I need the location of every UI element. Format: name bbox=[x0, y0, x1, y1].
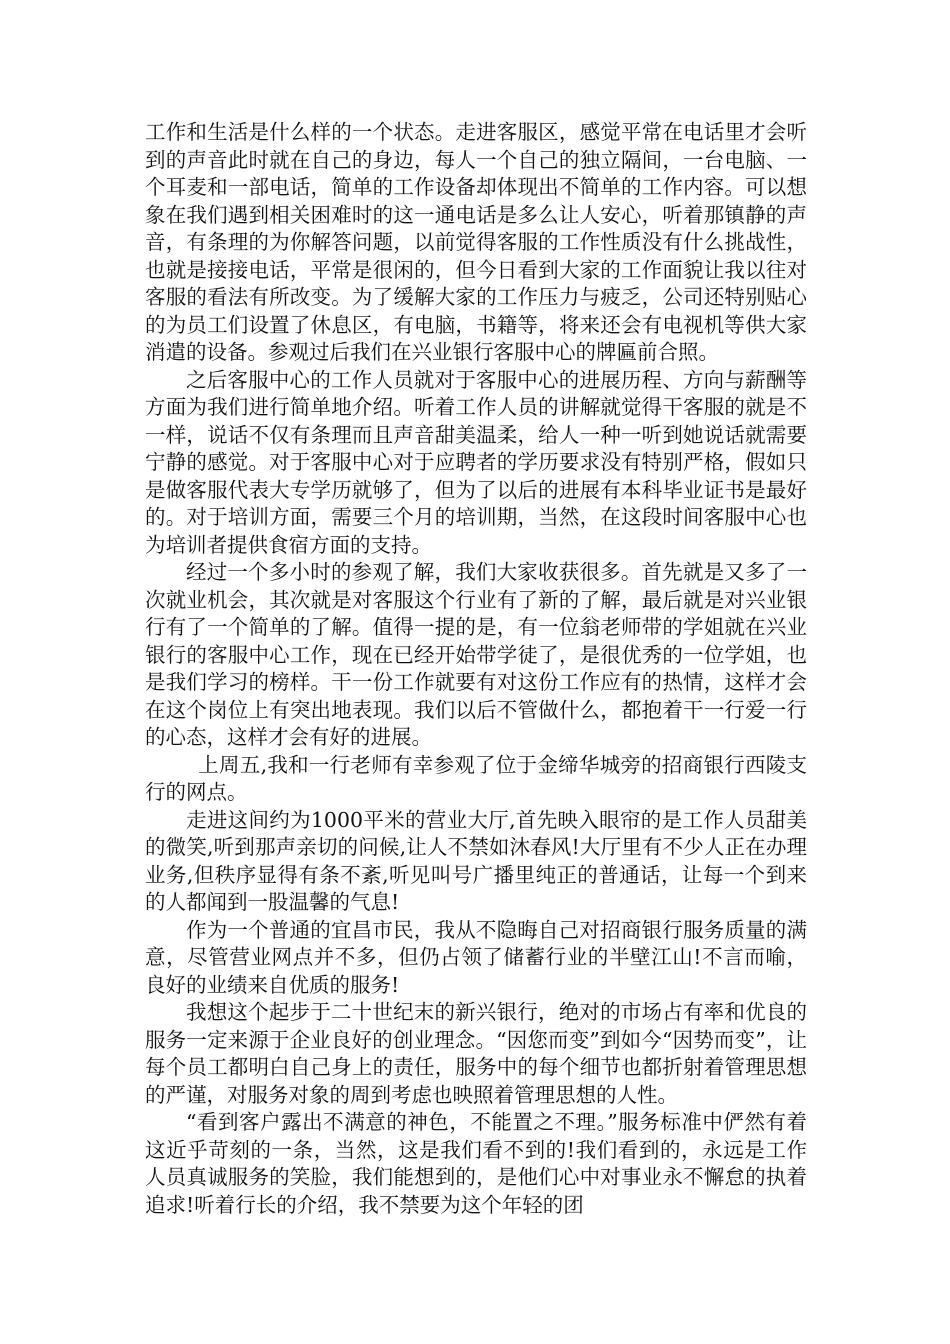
paragraph-2: 之后客服中心的工作人员就对于客服中心的进展历程、方向与薪酬等方面为我们进行简单地介绍。听着工作人员的讲解就觉得干客服的就是不一样，说话不仅有条理而且声音甜美温柔，给人一种一听到她说话就需要宁静的感觉。对于客服中心对于应聘者的学历要求没有特别严格，假如只是做客服代表大专学历就够了，但为了以后的进展有本科毕业证书是最好的。对于培训方面，需要三个月的培训期，当然，在这段时间客服中心也为培训者提供食宿方面的支持。 bbox=[145, 367, 807, 557]
paragraph-5: 走进这间约为1000平米的营业大厅,首先映入眼帘的是工作人员甜美的微笑,听到那声亲切的问候,让人不禁如沐春风!大厅里有不少人正在办理业务,但秩序显得有条不紊,听见叫号广播里纯正的普通话，让每一个到来的人都闻到一股温馨的气息! bbox=[145, 807, 807, 914]
paragraph-7: 我想这个起步于二十世纪末的新兴银行，绝对的市场占有率和优良的服务一定来源于企业良好的创业理念。“因您而变”到如今“因势而变”，让每个员工都明白自己身上的责任，服务中的每个细节也都折射着管理思想的严谨，对服务对象的周到考虑也映照着管理思想的人性。 bbox=[145, 1000, 807, 1107]
paragraph-3: 经过一个多小时的参观了解，我们大家收获很多。首先就是又多了一次就业机会，其次就是对客服这个行业有了新的了解，最后就是对兴业银行有了一个简单的了解。值得一提的是，有一位翁老师带的学姐就在兴业银行的客服中心工作，现在已经开始带学徒了，是很优秀的一位学姐，也是我们学习的榜样。干一份工作就要有对这份工作应有的热情，这样才会在这个岗位上有突出地表现。我们以后不管做什么，都抱着干一行爱一行的心态，这样才会有好的进展。 bbox=[145, 560, 807, 749]
paragraph-8: “看到客户露出不满意的神色，不能置之不理。”服务标准中俨然有着这近乎苛刻的一条，当然，这是我们看不到的!我们看到的，永远是工作人员真诚服务的笑脸，我们能想到的，是他们心中对事业永不懈怠的执着追求!听着行长的介绍，我不禁要为这个年轻的团 bbox=[145, 1110, 807, 1217]
document-page bbox=[145, 119, 807, 1219]
paragraph-1: 工作和生活是什么样的一个状态。走进客服区，感觉平常在电话里才会听到的声音此时就在自己的身边，每人一个自己的独立隔间，一台电脑、一个耳麦和一部电话，简单的工作设备却体现出不简单的工作内容。可以想象在我们遇到相关困难时的这一通电话是多么让人安心，听着那镇静的声音，有条理的为你解答问题，以前觉得客服的工作性质没有什么挑战性，也就是接接电话，平常是很闲的，但今日看到大家的工作面貌让我以往对客服的看法有所改变。为了缓解大家的工作压力与疲乏，公司还特别贴心的为员工们设置了休息区，有电脑，书籍等，将来还会有电视机等供大家消遣的设备。参观过后我们在兴业银行客服中心的牌匾前合照。 bbox=[145, 120, 807, 364]
paragraph-4: 上周五,我和一行老师有幸参观了位于金缔华城旁的招商银行西陵支行的网点。 bbox=[145, 752, 807, 804]
paragraph-6: 作为一个普通的宜昌市民，我从不隐晦自己对招商银行服务质量的满意，尽管营业网点并不多，但仍占领了储蓄行业的半壁江山!不言而喻，良好的业绩来自优质的服务! bbox=[145, 917, 807, 997]
